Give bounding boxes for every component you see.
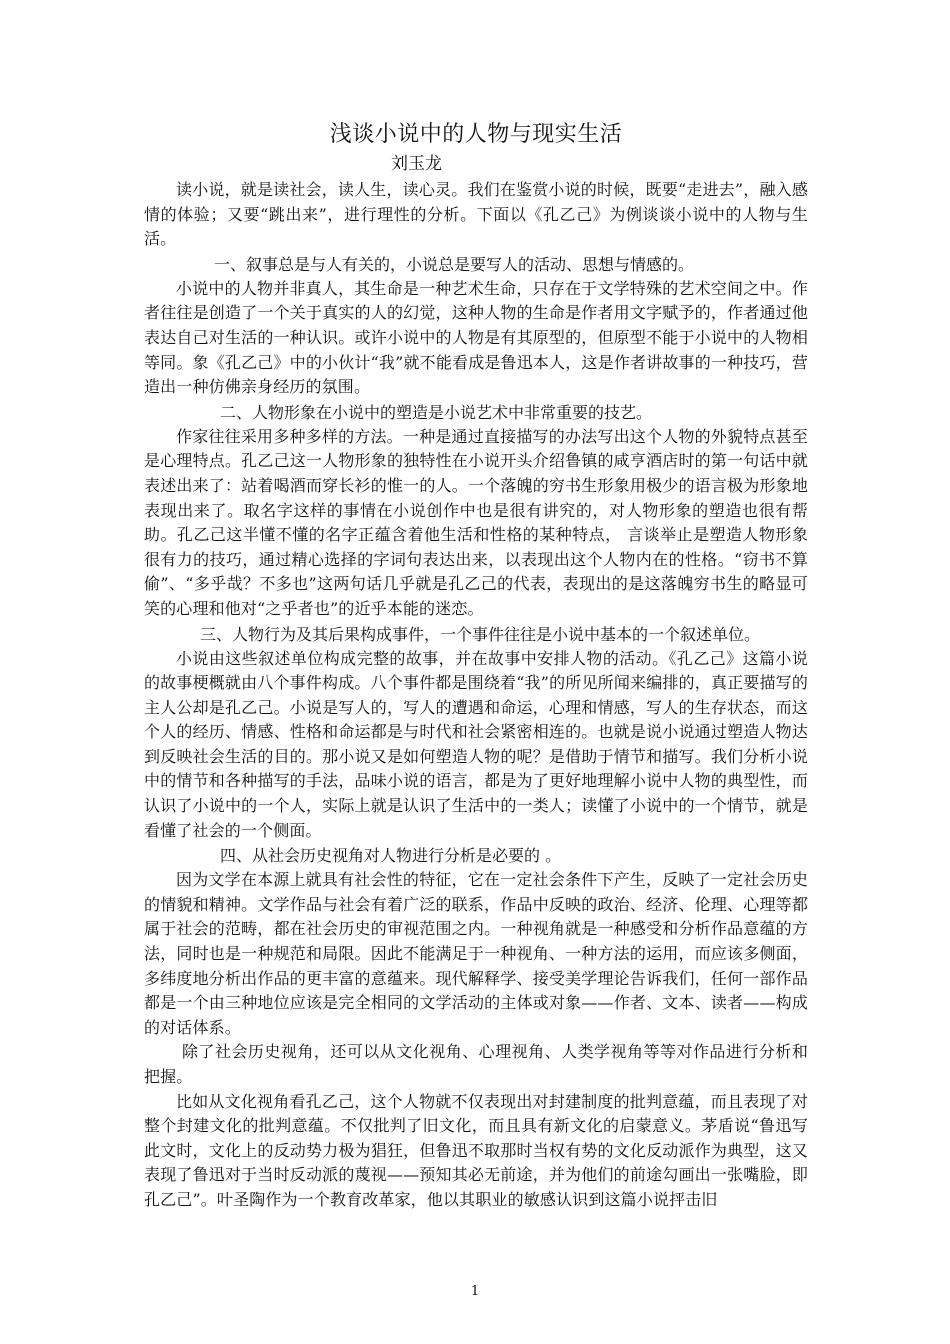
section-heading-1: 一、叙事总是与人有关的，小说总是要写人的活动、思想与情感的。 <box>214 254 695 274</box>
section-heading-3: 三、人物行为及其后果构成事件，一个事件往往是小说中基本的一个叙述单位。 <box>200 624 761 644</box>
section-paragraph-1: 小说中的人物并非真人，其生命是一种艺术生命，只存在于文学特殊的艺术空间之中。作者往往是创造了一个关于真实的人的幻觉，这种人物的生命是作者用文字赋予的，作者通过他表达自己对生活的一种认识。或许小说中的人物是有其原型的，但原型不能于小说中的人物相等同。象《孔乙己》中的小伙计“我”就不能看成是鲁迅本人，这是作者讲故事的一种技巧，营造出一种仿佛亲身经历的氛围。 <box>144 278 808 397</box>
document-title: 浅谈小说中的人物与现实生活 <box>329 122 623 147</box>
section-heading-2: 二、人物形象在小说中的塑造是小说艺术中非常重要的技艺。 <box>220 402 653 422</box>
section-paragraph-4: 因为文学在本源上就具有社会性的特征，它在一定社会条件下产生，反映了一定社会历史的情貌和精神。文学作品与社会有着广泛的联系，作品中反映的政治、经济、伦理、心理等都属于社会的范畴，都在社会历史的审视范围之内。一种视角就是一种感受和分析作品意蕴的方法，同时也是一种规范和局限。因此不能满足于一种视角、一种方法的运用，而应该多侧面，多纬度地分析出作品的更丰富的意蕴来。现代解释学、接受美学理论告诉我们，任何一部作品都是一个由三种地位应该是完全相同的文学活动的主体或对象——作者、文本、读者——构成的对话体系。 <box>144 870 808 1037</box>
document-author: 刘玉龙 <box>391 154 442 174</box>
section-paragraph-6: 比如从文化视角看孔乙己，这个人物就不仅表现出对封建制度的批判意蕴，而且表现了对整个封建文化的批判意蕴。不仅批判了旧文化，而且具有新文化的启蒙意义。茅盾说“鲁迅写此文时，文化上的反动势力极为猖狂，但鲁迅不取那时当权有势的文化反动派作为典型，这又表现了鲁迅对于当时反动派的蔑视——预知其必无前途，并为他们的前途勾画出一张嘴脸，即孔乙己”。叶圣陶作为一个教育改革家，他以其职业的敏感认识到这篇小说抨击旧 <box>144 1091 808 1209</box>
section-heading-4: 四、从社会历史视角对人物进行分析是必要的 。 <box>220 846 562 866</box>
page-number: 1 <box>470 1284 480 1299</box>
section-paragraph-3: 小说由这些叙述单位构成完整的故事，并在故事中安排人物的活动。《孔乙己》这篇小说的故事梗概就由八个事件构成。八个事件都是围绕着“我”的所见所闻来编排的，真正要描写的主人公却是孔乙己。小说是写人的，写人的遭遇和命运，心理和情感，写人的生存状态，而这个人的经历、情感、性格和命运都是与时代和社会紧密相连的。也就是说小说通过塑造人物达到反映社会生活的目的。那小说又是如何塑造人物的呢？是借助于情节和描写。我们分析小说中的情节和各种描写的手法，品味小说的语言，都是为了更好地理解小说中人物的典型性，而认识了小说中的一个人，实际上就是认识了生活中的一类人；读懂了小说中的一个情节，就是看懂了社会的一个侧面。 <box>144 648 808 840</box>
document-page <box>144 118 808 1213</box>
intro-paragraph: 读小说，就是读社会，读人生，读心灵。我们在鉴赏小说的时候，既要“走进去”，融入感情的体验；又要“跳出来”，进行理性的分析。下面以《孔乙己》为例谈谈小说中的人物与生活。 <box>144 180 808 249</box>
section-paragraph-2: 作家往往采用多种多样的方法。一种是通过直接描写的办法写出这个人物的外貌特点甚至是心理特点。孔乙己这一人物形象的独特性在小说开头介绍鲁镇的咸亨酒店时的第一句话中就表述出来了：站着喝酒而穿长衫的惟一的人。一个落魄的穷书生形象用极少的语言极为形象地表现出来了。取名字这样的事情在小说创作中也是很有讲究的，对人物形象的塑造也很有帮助。孔乙己这半懂不懂的名字正蕴含着他生活和性格的某种特点， 言谈举止是塑造人物形象很有力的技巧，通过精心选择的字词句表达出来，以表现出这个人物内在的性格。“窃书不算偷”、“多乎哉？不多也”这两句话几乎就是孔乙己的代表，表现出的是这落魄穷书生的略显可笑的心理和他对“之乎者也”的近乎本能的迷恋。 <box>144 426 808 618</box>
section-paragraph-5: 除了社会历史视角，还可以从文化视角、心理视角、人类学视角等等对作品进行分析和把握。 <box>144 1042 808 1086</box>
